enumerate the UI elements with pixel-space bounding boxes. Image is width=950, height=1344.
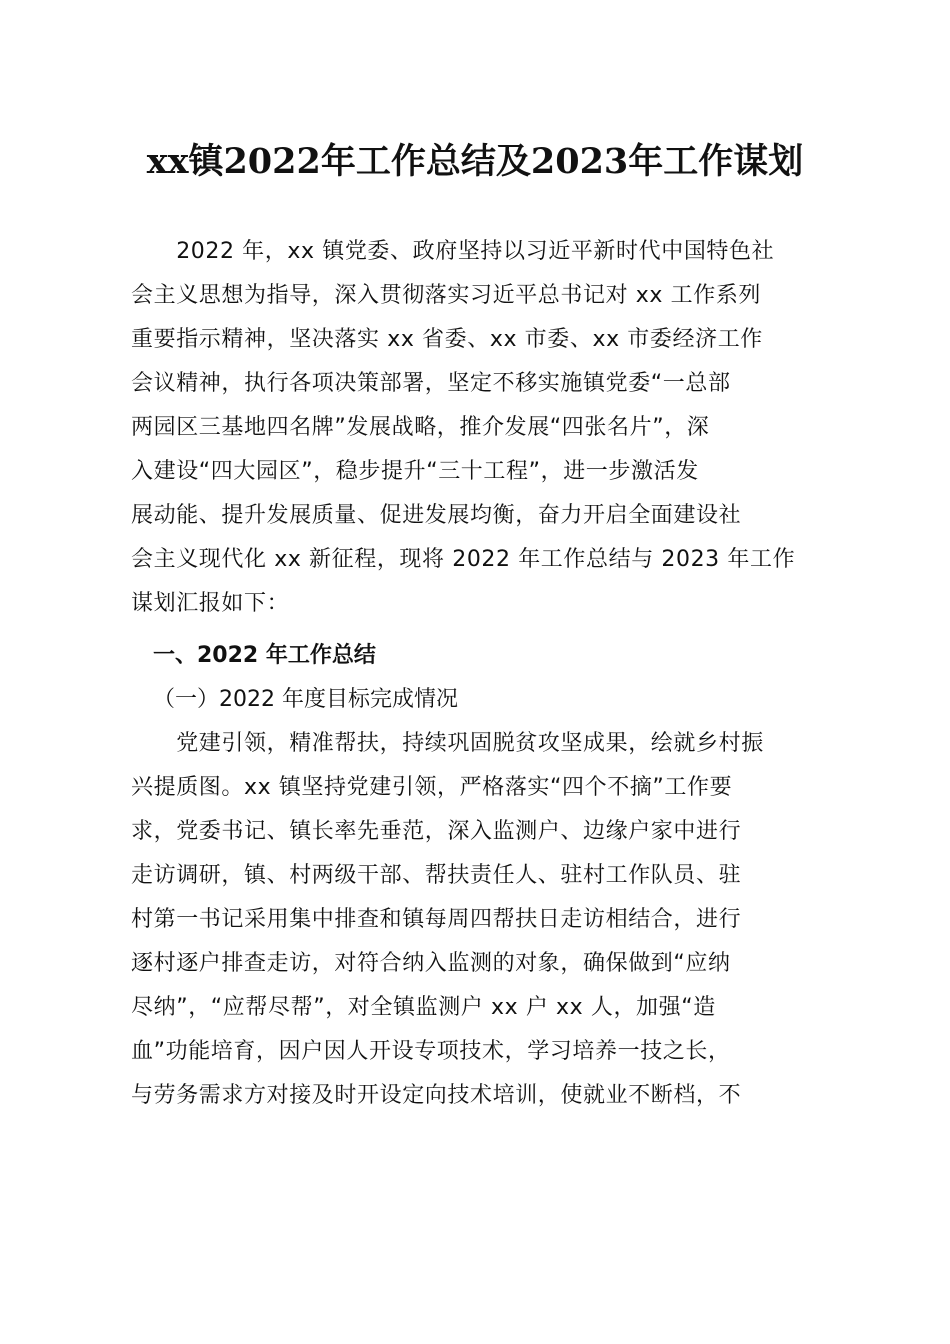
- paragraph-line: 重要指示精神，坚决落实 xx 省委、xx 市委、xx 市委经济工作: [131, 327, 763, 352]
- paragraph-line: 村第一书记采用集中排查和镇每周四帮扶日走访相结合，进行: [131, 907, 742, 932]
- body-paragraph: [131, 722, 823, 1118]
- paragraph-line: 2022 年，xx 镇党委、政府坚持以习近平新时代中国特色社: [131, 239, 775, 264]
- section-heading: 一、2022 年工作总结: [153, 643, 376, 668]
- paragraph-line: 入建设“四大园区”，稳步提升“三十工程”，进一步激活发: [131, 459, 699, 484]
- paragraph-line: 谋划汇报如下：: [131, 591, 290, 616]
- subsection-heading: （一）2022 年度目标完成情况: [153, 687, 458, 712]
- document-title: xx镇2022年工作总结及2023年工作谋划: [146, 141, 804, 182]
- paragraph-line: 会主义思想为指导，深入贯彻落实习近平总书记对 xx 工作系列: [131, 283, 762, 308]
- paragraph-line: 尽纳”，“应帮尽帮”，对全镇监测户 xx 户 xx 人，加强“造: [131, 995, 716, 1020]
- paragraph-line: 展动能、提升发展质量、促进发展均衡，奋力开启全面建设社: [131, 503, 742, 528]
- paragraph-line: 兴提质图。xx 镇坚持党建引领，严格落实“四个不摘”工作要: [131, 775, 733, 800]
- paragraph-line: 与劳务需求方对接及时开设定向技术培训，使就业不断档，不: [131, 1083, 742, 1108]
- paragraph-line: 血”功能培育，因户因人开设专项技术，学习培养一技之长，: [131, 1039, 731, 1064]
- paragraph-line: 两园区三基地四名牌”发展战略，推介发展“四张名片”，深: [131, 415, 710, 440]
- paragraph-line: 走访调研，镇、村两级干部、帮扶责任人、驻村工作队员、驻: [131, 863, 742, 888]
- paragraph-line: 逐村逐户排查走访，对符合纳入监测的对象，确保做到“应纳: [131, 951, 731, 976]
- paragraph-line: 会议精神，执行各项决策部署，坚定不移实施镇党委“一总部: [131, 371, 731, 396]
- paragraph-line: 求，党委书记、镇长率先垂范，深入监测户、边缘户家中进行: [131, 819, 742, 844]
- paragraph-line: 党建引领，精准帮扶，持续巩固脱贫攻坚成果，绘就乡村振: [131, 731, 764, 756]
- paragraph-line: 会主义现代化 xx 新征程，现将 2022 年工作总结与 2023 年工作: [131, 547, 796, 572]
- intro-paragraph: [131, 230, 823, 626]
